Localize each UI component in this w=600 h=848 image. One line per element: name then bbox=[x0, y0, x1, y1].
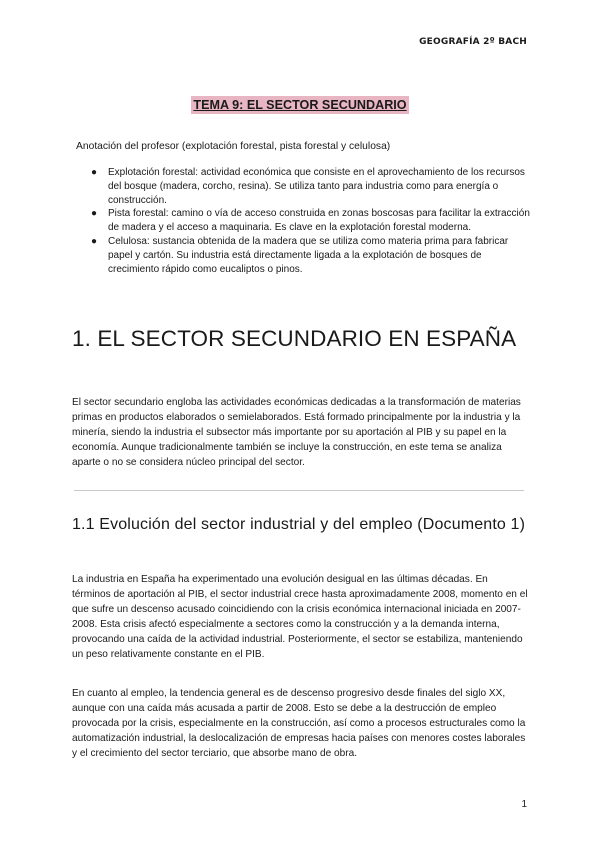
header-subject: GEOGRAFÍA 2º BACH bbox=[419, 37, 527, 47]
page-number: 1 bbox=[521, 799, 527, 810]
subsection-paragraph: En cuanto al empleo, la tendencia general es de descenso progresivo desde finales del siglo XX, aunque con una caída más acusada a partir de 2008. Esto se debe a la destrucción de empleo provocada por la crisis, especialmente en la construcción, así como a procesos estructurales como la automatización industrial, la deslocalización de empresas hacia países con menores costes laborales y el crecimiento del sector terciario, que absorbe mano de obra. bbox=[72, 688, 526, 760]
subsection-heading: 1.1 Evolución del sector industrial y del empleo (Documento 1) bbox=[72, 516, 526, 533]
teacher-note: Anotación del profesor (explotación forestal, pista forestal y celulosa) bbox=[76, 141, 391, 152]
list-item bbox=[91, 235, 531, 276]
subsection-paragraph: La industria en España ha experimentado una evolución desigual en las últimas décadas. En términos de aportación al PIB, el sector industrial crece hasta aproximadamente 2008, momento en el que sufre un descenso acusado coincidiendo con la crisis económica internacional iniciada en 2007-2008. Esta crisis afectó especialmente a sectores como la construcción y a la demanda interna, provocando una caída de la actividad industrial. Posteriormente, el sector se estabiliza, manteniendo un peso relativamente constante en el PIB. bbox=[72, 574, 528, 661]
bullet-icon: ● bbox=[91, 235, 98, 247]
horizontal-divider bbox=[74, 490, 524, 491]
section-paragraph: El sector secundario engloba las actividades económicas dedicadas a la transformación de materias primas en productos elaborados o semielaborados. Está formado principalmente por la industria y la minería, siendo la industria el subsector más importante por su aportación al PIB y su papel en la economía. Aunque tradicionalmente también se incluye la construcción, en este tema se analiza aparte o no se considera núcleo principal del sector. bbox=[72, 397, 521, 469]
list-item-text: Pista forestal: camino o vía de acceso construida en zonas boscosas para facilitar la extracción de madera y el acceso a maquinaria. Es clave en la explotación forestal moderna. bbox=[108, 208, 530, 234]
bullet-icon: ● bbox=[91, 167, 98, 178]
list-item bbox=[91, 207, 531, 235]
list-item-text: Celulosa: sustancia obtenida de la madera que se utiliza como materia prima para fabricar papel y cartón. Su industria está directamente ligada a la explotación de bosques de crecimiento rápido como eucaliptos o pinos. bbox=[108, 235, 509, 275]
bullet-icon: ● bbox=[91, 208, 98, 220]
section-heading: 1. EL SECTOR SECUNDARIO EN ESPAÑA bbox=[72, 326, 517, 351]
definitions-list bbox=[91, 166, 531, 276]
list-item-text: Explotación forestal: actividad económica que consiste en el aprovechamiento de los recursos del bosque (madera, corcho, resina). Se utiliza tanto para industria como para energía o construcción. bbox=[108, 167, 525, 206]
list-item bbox=[91, 166, 531, 207]
document-title: TEMA 9: EL SECTOR SECUNDARIO bbox=[193, 98, 407, 112]
title-container bbox=[0, 96, 600, 114]
